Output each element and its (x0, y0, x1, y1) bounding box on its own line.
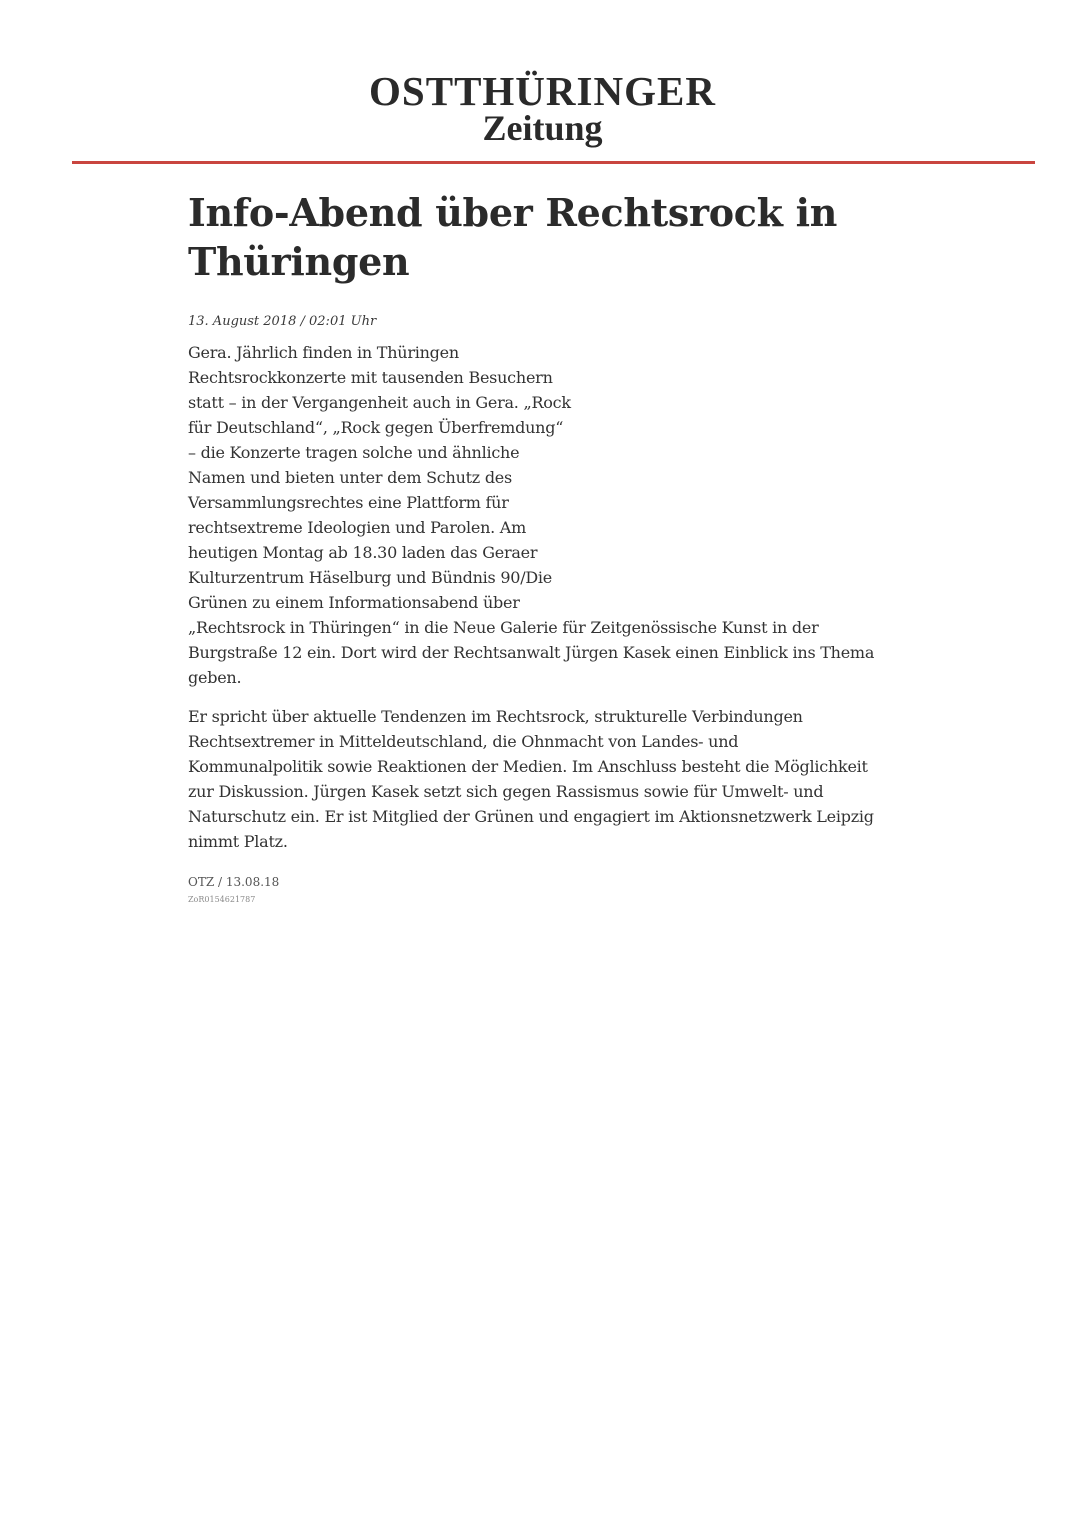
article-source: OTZ / 13.08.18 (188, 875, 280, 889)
text-line: Rechtsextremer in Mitteldeutschland, die Ohnmacht von Landes- und (188, 732, 739, 751)
text-line: Er spricht über aktuelle Tendenzen im Rechtsrock, strukturelle Verbindungen (188, 707, 803, 726)
headline-line: Info-Abend über Rechtsrock in (188, 190, 838, 235)
article-body-paragraph (188, 704, 918, 854)
masthead-title: OSTTHÜRINGER (369, 68, 716, 114)
text-line: für Deutschland“, „Rock gegen Überfremdung“ (188, 418, 564, 437)
document-id: ZoR0154621787 (188, 895, 256, 904)
text-line: Kommunalpolitik sowie Reaktionen der Medien. Im Anschluss besteht die Möglichkeit (188, 757, 868, 776)
text-line: Burgstraße 12 ein. Dort wird der Rechtsanwalt Jürgen Kasek einen Einblick ins Thema (188, 643, 875, 662)
masthead-subtitle: Zeitung (482, 108, 603, 148)
text-line: nimmt Platz. (188, 832, 288, 851)
article-headline (188, 188, 918, 286)
text-line: Kulturzentrum Häselburg und Bündnis 90/Die (188, 568, 552, 587)
header-divider (72, 161, 1035, 164)
text-line: heutigen Montag ab 18.30 laden das Geraer (188, 543, 538, 562)
text-line: Gera. Jährlich finden in Thüringen (188, 343, 459, 362)
headline-line: Thüringen (188, 239, 410, 284)
article (188, 188, 918, 905)
masthead-logo (0, 70, 1085, 146)
text-line: Naturschutz ein. Er ist Mitglied der Grünen und engagiert im Aktionsnetzwerk Leipzig (188, 807, 874, 826)
text-line: Namen und bieten unter dem Schutz des (188, 468, 512, 487)
article-dateline: 13. August 2018 / 02:01 Uhr (188, 314, 377, 329)
text-line: Grünen zu einem Informationsabend über (188, 593, 520, 612)
text-line: rechtsextreme Ideologien und Parolen. Am (188, 518, 527, 537)
text-line: „Rechtsrock in Thüringen“ in die Neue Galerie für Zeitgenössische Kunst in der (188, 618, 819, 637)
text-line: geben. (188, 668, 242, 687)
text-line: – die Konzerte tragen solche und ähnliche (188, 443, 520, 462)
article-lead-paragraph (188, 340, 918, 690)
text-line: zur Diskussion. Jürgen Kasek setzt sich gegen Rassismus sowie für Umwelt- und (188, 782, 824, 801)
text-line: Rechtsrockkonzerte mit tausenden Besuchern (188, 368, 553, 387)
text-line: Versammlungsrechtes eine Plattform für (188, 493, 509, 512)
text-line: statt – in der Vergangenheit auch in Gera. „Rock (188, 393, 571, 412)
